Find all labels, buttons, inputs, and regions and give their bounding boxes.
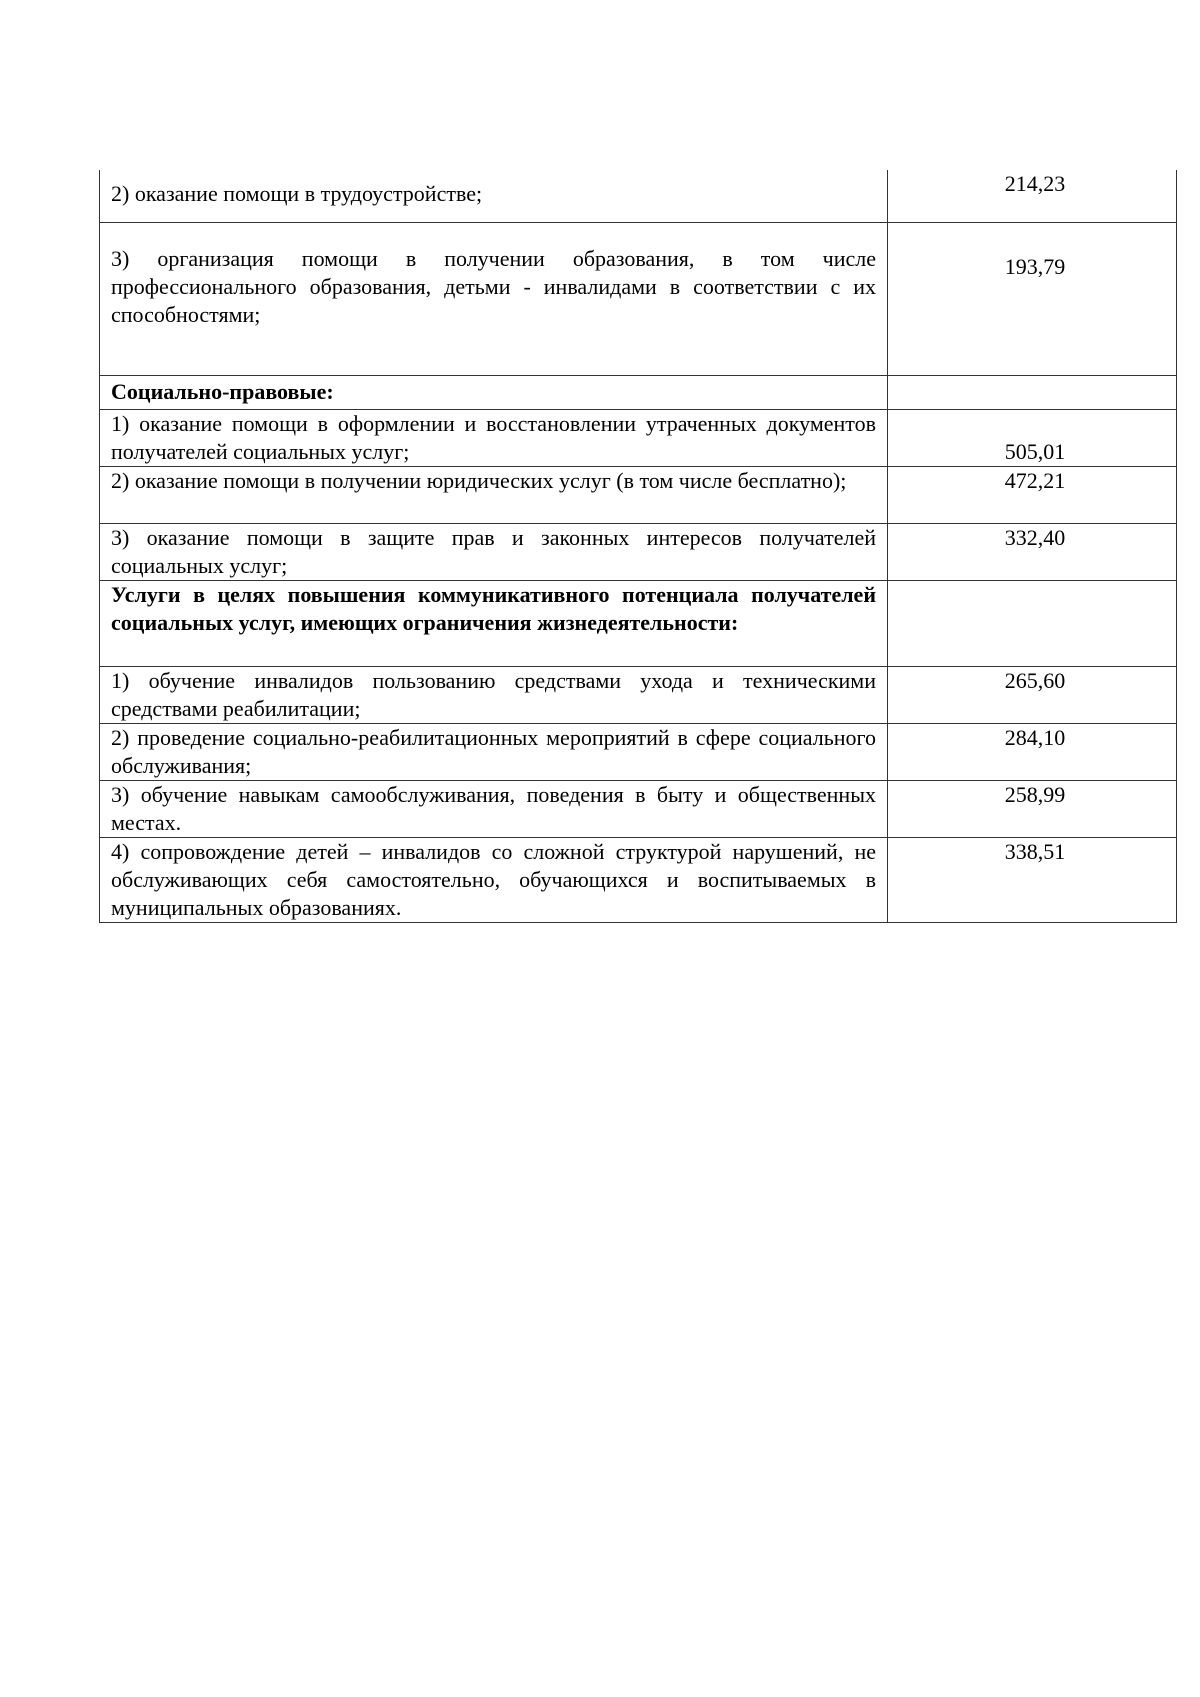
service-name: 2) проведение социально-реабилитационных мероприятий в сфере социального обслуживания; xyxy=(100,724,888,781)
table-row xyxy=(100,170,1177,223)
services-price-table xyxy=(99,170,1177,923)
service-name: 2) оказание помощи в трудоустройстве; xyxy=(100,170,888,223)
service-price: 284,10 xyxy=(888,724,1177,781)
section-price-empty xyxy=(888,581,1177,667)
service-name: 3) организация помощи в получении образования, в том числе профессионального образования, детьми - инвалидами в соответствии с их способностями; xyxy=(100,223,888,376)
service-price: 214,23 xyxy=(888,170,1177,223)
table-row xyxy=(100,410,1177,467)
service-name: 3) обучение навыкам самообслуживания, поведения в быту и общественных местах. xyxy=(100,781,888,838)
table-row xyxy=(100,724,1177,781)
service-price: 332,40 xyxy=(888,524,1177,581)
service-price: 265,60 xyxy=(888,667,1177,724)
table-row xyxy=(100,524,1177,581)
table-row xyxy=(100,223,1177,376)
table-row xyxy=(100,838,1177,923)
service-name: 4) сопровождение детей – инвалидов со сложной структурой нарушений, не обслуживающих себя самостоятельно, обучающихся и воспитываемых в муниципальных образованиях. xyxy=(100,838,888,923)
service-price: 338,51 xyxy=(888,838,1177,923)
service-name: 3) оказание помощи в защите прав и законных интересов получателей социальных услуг; xyxy=(100,524,888,581)
service-name: 1) обучение инвалидов пользованию средствами ухода и техническими средствами реабилитации; xyxy=(100,667,888,724)
service-price: 472,21 xyxy=(888,467,1177,524)
section-heading: Услуги в целях повышения коммуникативного потенциала получателей социальных услуг, имеющих ограничения жизнедеятельности: xyxy=(100,581,888,667)
table-row xyxy=(100,667,1177,724)
section-price-empty xyxy=(888,376,1177,410)
section-row xyxy=(100,581,1177,667)
service-name: 2) оказание помощи в получении юридических услуг (в том числе бесплатно); xyxy=(100,467,888,524)
table-row xyxy=(100,467,1177,524)
service-price: 258,99 xyxy=(888,781,1177,838)
section-heading: Социально-правовые: xyxy=(100,376,888,410)
section-row xyxy=(100,376,1177,410)
table-row xyxy=(100,781,1177,838)
document-page xyxy=(99,170,1176,923)
service-price: 193,79 xyxy=(888,223,1177,376)
service-price: 505,01 xyxy=(888,410,1177,467)
service-name: 1) оказание помощи в оформлении и восстановлении утраченных документов получателей социальных услуг; xyxy=(100,410,888,467)
